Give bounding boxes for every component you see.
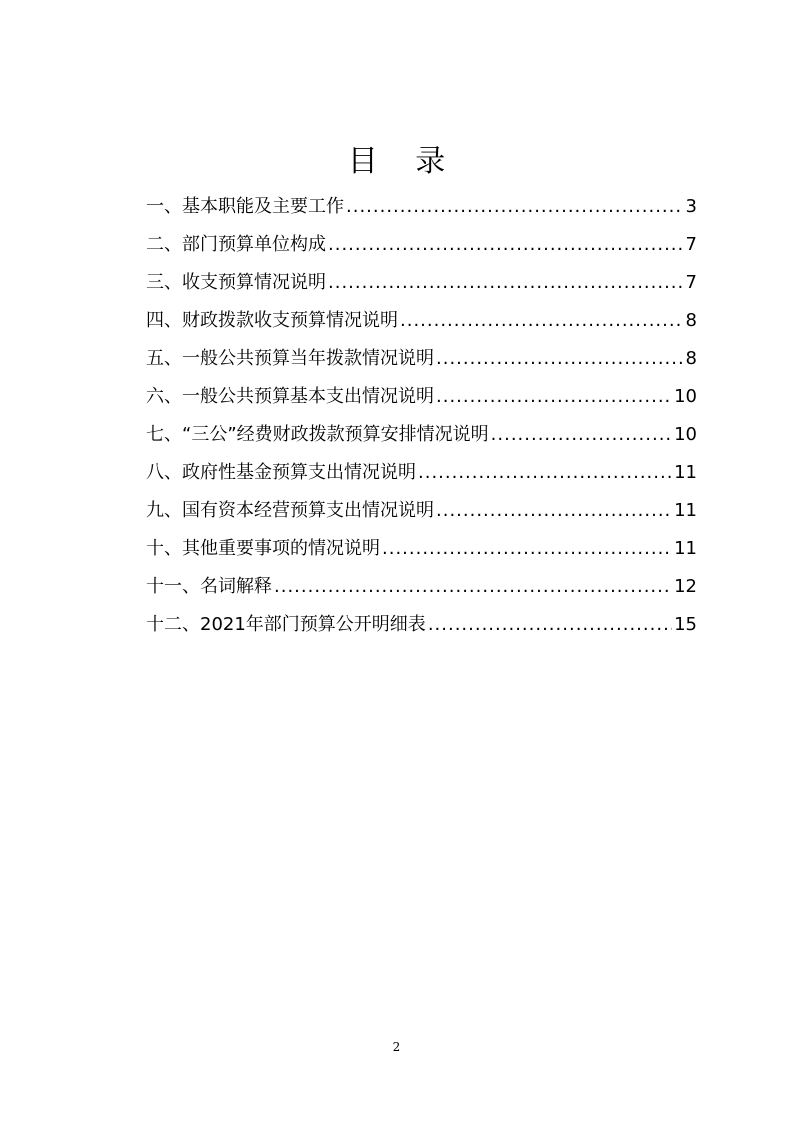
toc-leader-dots (346, 188, 684, 226)
toc-entry[interactable] (146, 226, 697, 264)
toc-entry[interactable] (146, 530, 697, 568)
toc-entry-page: 11 (674, 538, 697, 559)
page-title: 目 录 (347, 144, 460, 179)
toc-entry-label: 二、部门预算单位构成 (146, 234, 326, 255)
toc-leader-dots (328, 226, 684, 264)
toc-entry-label: 五、一般公共预算当年拨款情况说明 (146, 348, 434, 369)
toc-entry[interactable] (146, 454, 697, 492)
toc-entry-page: 12 (674, 576, 697, 597)
toc-entry-page: 15 (674, 614, 697, 635)
page-number: 2 (392, 1040, 401, 1054)
toc-entry-label: 六、一般公共预算基本支出情况说明 (146, 386, 434, 407)
toc-entry-label: 三、收支预算情况说明 (146, 272, 326, 293)
toc-leader-dots (436, 340, 684, 378)
toc-entry[interactable] (146, 378, 697, 416)
toc-entry-page: 3 (685, 196, 697, 217)
toc-entry-label: 七、“三公”经费财政拨款预算安排情况说明 (146, 424, 489, 445)
toc-leader-dots (274, 568, 672, 606)
toc-leader-dots (428, 606, 672, 644)
toc-entry-page: 11 (674, 500, 697, 521)
toc-entry-page: 10 (674, 424, 697, 445)
toc-entry-page: 11 (674, 462, 697, 483)
toc-leader-dots (400, 302, 684, 340)
table-of-contents (146, 188, 697, 644)
toc-leader-dots (418, 454, 672, 492)
toc-entry[interactable] (146, 416, 697, 454)
toc-entry-page: 7 (685, 234, 697, 255)
toc-leader-dots (491, 416, 672, 454)
toc-leader-dots (382, 530, 672, 568)
toc-entry-page: 8 (685, 310, 697, 331)
toc-entry-label: 十、其他重要事项的情况说明 (146, 538, 380, 559)
toc-entry[interactable] (146, 568, 697, 606)
toc-entry-page: 7 (685, 272, 697, 293)
toc-entry[interactable] (146, 302, 697, 340)
toc-leader-dots (436, 378, 672, 416)
toc-entry[interactable] (146, 188, 697, 226)
toc-entry-page: 10 (674, 386, 697, 407)
toc-entry[interactable] (146, 492, 697, 530)
toc-entry-page: 8 (685, 348, 697, 369)
toc-entry[interactable] (146, 606, 697, 644)
toc-entry[interactable] (146, 340, 697, 378)
toc-entry-label: 十二、2021年部门预算公开明细表 (146, 614, 426, 635)
toc-leader-dots (436, 492, 672, 530)
toc-entry[interactable] (146, 264, 697, 302)
toc-entry-label: 九、国有资本经营预算支出情况说明 (146, 500, 434, 521)
toc-entry-label: 八、政府性基金预算支出情况说明 (146, 462, 416, 483)
toc-entry-label: 一、基本职能及主要工作 (146, 196, 344, 217)
toc-leader-dots (328, 264, 684, 302)
toc-entry-label: 四、财政拨款收支预算情况说明 (146, 310, 398, 331)
toc-entry-label: 十一、名词解释 (146, 576, 272, 597)
